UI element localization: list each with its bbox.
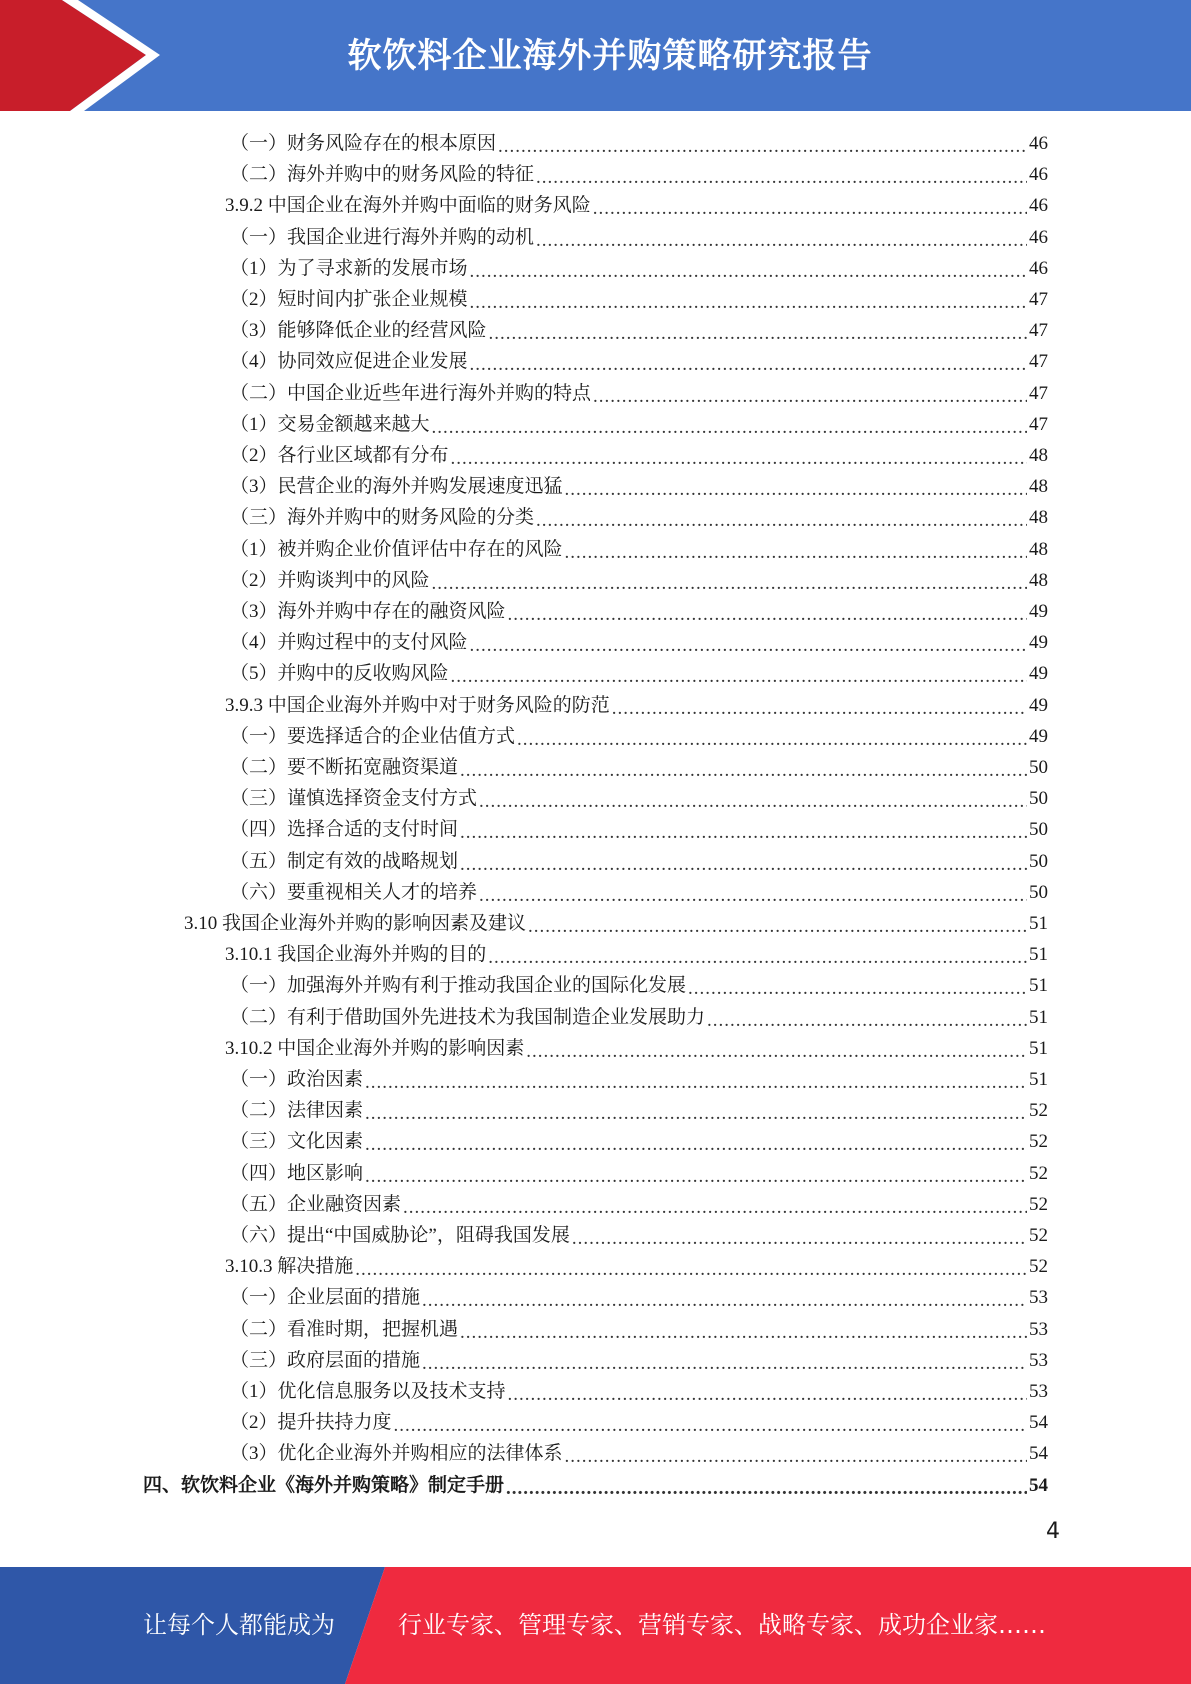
toc-leader-dots	[517, 728, 1027, 752]
toc-entry-title: （4）协同效应促进企业发展	[230, 351, 468, 372]
toc-entry-page: 52	[1029, 1225, 1048, 1246]
toc-entry[interactable]	[230, 1189, 1048, 1220]
toc-entry-page: 48	[1029, 507, 1048, 528]
toc-leader-dots	[572, 1227, 1027, 1251]
toc-leader-dots	[565, 1445, 1027, 1469]
toc-entry[interactable]	[230, 1126, 1048, 1157]
toc-leader-dots	[536, 229, 1027, 253]
toc-entry-page: 47	[1029, 320, 1048, 341]
toc-leader-dots	[508, 1383, 1027, 1407]
toc-entry-title: （三）政府层面的措施	[230, 1350, 421, 1371]
toc-leader-dots	[707, 1009, 1027, 1033]
toc-entry-title: （二）看准时期，把握机遇	[230, 1319, 459, 1340]
toc-entry-title: 3.9.2 中国企业在海外并购中面临的财务风险	[225, 195, 591, 216]
toc-entry[interactable]	[230, 721, 1048, 752]
toc-leader-dots	[536, 509, 1027, 533]
toc-entry[interactable]	[230, 1282, 1048, 1313]
toc-leader-dots	[470, 634, 1027, 658]
toc-entry-page: 46	[1029, 227, 1048, 248]
toc-leader-dots	[479, 790, 1027, 814]
toc-entry[interactable]	[230, 658, 1048, 689]
toc-entry-title: （六）提出“中国威胁论”，阻碍我国发展	[230, 1225, 570, 1246]
toc-entry-page: 50	[1029, 788, 1048, 809]
toc-entry-page: 52	[1029, 1163, 1048, 1184]
toc-entry-title: （一）要选择适合的企业估值方式	[230, 726, 516, 747]
toc-entry-page: 52	[1029, 1256, 1048, 1277]
toc-entry-page: 51	[1029, 1038, 1048, 1059]
toc-leader-dots	[365, 1133, 1027, 1157]
toc-leader-dots	[479, 884, 1027, 908]
toc-entry[interactable]	[230, 814, 1048, 845]
toc-entry-page: 46	[1029, 195, 1048, 216]
toc-entry-title: （三）海外并购中的财务风险的分类	[230, 507, 535, 528]
toc-entry-title: （一）加强海外并购有利于推动我国企业的国际化发展	[230, 975, 687, 996]
toc-entry-title: （2）短时间内扩张企业规模	[230, 289, 468, 310]
toc-entry[interactable]	[184, 908, 1048, 939]
page-number: 4	[1046, 1519, 1060, 1544]
toc-leader-dots	[365, 1102, 1027, 1126]
toc-entry[interactable]	[230, 128, 1048, 159]
toc-entry[interactable]	[143, 1470, 1048, 1501]
toc-leader-dots	[536, 166, 1027, 190]
toc-leader-dots	[422, 1289, 1027, 1313]
toc-entry-page: 46	[1029, 164, 1048, 185]
toc-entry-title: （1）交易金额越来越大	[230, 414, 430, 435]
toc-entry-page: 51	[1029, 913, 1048, 934]
toc-leader-dots	[432, 572, 1027, 596]
footer-slogan: 让每个人都能成为	[143, 1611, 335, 1639]
toc-entry[interactable]	[230, 502, 1048, 533]
toc-entry-page: 51	[1029, 1069, 1048, 1090]
toc-entry-page: 50	[1029, 819, 1048, 840]
toc-entry-page: 54	[1029, 1475, 1048, 1496]
footer-tagline: 行业专家、管理专家、营销专家、战略专家、成功企业家……	[398, 1611, 1046, 1639]
toc-entry[interactable]	[230, 565, 1048, 596]
toc-leader-dots	[488, 946, 1027, 970]
toc-leader-dots	[432, 416, 1027, 440]
toc-leader-dots	[355, 1258, 1027, 1282]
toc-entry-page: 50	[1029, 757, 1048, 778]
toc-leader-dots	[508, 603, 1027, 627]
toc-entry[interactable]	[230, 970, 1048, 1001]
toc-entry-title: （4）并购过程中的支付风险	[230, 632, 468, 653]
toc-entry-title: （五）企业融资因素	[230, 1194, 402, 1215]
toc-entry-title: （3）海外并购中存在的融资风险	[230, 601, 506, 622]
toc-entry-title: （二）中国企业近些年进行海外并购的特点	[230, 383, 592, 404]
toc-entry-title: （一）企业层面的措施	[230, 1287, 421, 1308]
toc-entry-title: 3.10.2 中国企业海外并购的影响因素	[225, 1038, 525, 1059]
toc-entry[interactable]	[230, 346, 1048, 377]
toc-entry-title: （3）优化企业海外并购相应的法律体系	[230, 1443, 563, 1464]
toc-entry-page: 53	[1029, 1381, 1048, 1402]
toc-entry-title: （二）法律因素	[230, 1100, 364, 1121]
toc-entry[interactable]	[230, 378, 1048, 409]
toc-entry-page: 48	[1029, 539, 1048, 560]
toc-entry[interactable]	[230, 159, 1048, 190]
toc-entry-page: 52	[1029, 1131, 1048, 1152]
toc-entry-title: （一）我国企业进行海外并购的动机	[230, 227, 535, 248]
toc-entry-title: （一）财务风险存在的根本原因	[230, 133, 497, 154]
toc-entry-title: 3.10 我国企业海外并购的影响因素及建议	[184, 913, 527, 934]
toc-entry[interactable]	[230, 1438, 1048, 1469]
toc-entry-title: （五）制定有效的战略规划	[230, 851, 459, 872]
toc-entry-page: 46	[1029, 258, 1048, 279]
toc-leader-dots	[565, 478, 1027, 502]
toc-entry-page: 47	[1029, 414, 1048, 435]
toc-leader-dots	[403, 1196, 1027, 1220]
toc-leader-dots	[470, 291, 1027, 315]
toc-entry-title: （2）并购谈判中的风险	[230, 570, 430, 591]
toc-leader-dots	[451, 665, 1027, 689]
toc-entry-title: 3.10.3 解决措施	[225, 1256, 354, 1277]
toc-entry[interactable]	[225, 190, 1048, 221]
toc-leader-dots	[451, 447, 1027, 471]
toc-entry-title: 四、软饮料企业《海外并购策略》制定手册	[143, 1475, 505, 1496]
toc-leader-dots	[460, 1321, 1027, 1345]
toc-entry-page: 51	[1029, 1007, 1048, 1028]
toc-leader-dots	[460, 759, 1027, 783]
toc-leader-dots	[394, 1414, 1027, 1438]
toc-entry[interactable]	[230, 1345, 1048, 1376]
toc-entry-page: 53	[1029, 1350, 1048, 1371]
toc-entry-title: （1）被并购企业价值评估中存在的风险	[230, 539, 563, 560]
toc-entry-title: （二）要不断拓宽融资渠道	[230, 757, 459, 778]
toc-entry-page: 53	[1029, 1287, 1048, 1308]
toc-entry-title: （三）文化因素	[230, 1131, 364, 1152]
toc-leader-dots	[565, 541, 1027, 565]
toc-entry-page: 50	[1029, 882, 1048, 903]
toc-entry[interactable]	[230, 1376, 1048, 1407]
toc-entry-page: 51	[1029, 975, 1048, 996]
toc-entry[interactable]	[230, 1220, 1048, 1251]
toc-entry[interactable]	[225, 690, 1048, 721]
toc-entry-title: （3）民营企业的海外并购发展速度迅猛	[230, 476, 563, 497]
toc-leader-dots	[460, 853, 1027, 877]
header-red-arrow	[0, 0, 146, 111]
toc-entry-title: （二）有利于借助国外先进技术为我国制造企业发展助力	[230, 1007, 706, 1028]
toc-entry-title: （5）并购中的反收购风险	[230, 663, 449, 684]
toc-entry-page: 49	[1029, 695, 1048, 716]
toc-entry-title: （二）海外并购中的财务风险的特征	[230, 164, 535, 185]
toc-entry[interactable]	[230, 471, 1048, 502]
toc-entry-page: 48	[1029, 570, 1048, 591]
toc-entry-title: （1）优化信息服务以及技术支持	[230, 1381, 506, 1402]
toc-entry[interactable]	[230, 222, 1048, 253]
toc-entry[interactable]	[230, 596, 1048, 627]
toc-entry[interactable]	[230, 1002, 1048, 1033]
toc-entry-page: 52	[1029, 1100, 1048, 1121]
toc-leader-dots	[593, 385, 1027, 409]
toc-leader-dots	[470, 260, 1027, 284]
toc-entry-page: 49	[1029, 663, 1048, 684]
toc-entry-page: 49	[1029, 726, 1048, 747]
toc-leader-dots	[593, 197, 1027, 221]
toc-entry[interactable]	[230, 1407, 1048, 1438]
toc-leader-dots	[460, 821, 1027, 845]
toc-entry[interactable]	[230, 284, 1048, 315]
toc-entry-title: 3.10.1 我国企业海外并购的目的	[225, 944, 487, 965]
toc-entry-title: （一）政治因素	[230, 1069, 364, 1090]
toc-leader-dots	[422, 1352, 1027, 1376]
toc-entry-title: （四）地区影响	[230, 1163, 364, 1184]
toc-entry[interactable]	[230, 783, 1048, 814]
toc-entry[interactable]	[230, 877, 1048, 908]
toc-leader-dots	[365, 1165, 1027, 1189]
toc-entry-page: 46	[1029, 133, 1048, 154]
toc-leader-dots	[470, 353, 1027, 377]
toc-entry[interactable]	[225, 1033, 1048, 1064]
toc-entry-page: 54	[1029, 1412, 1048, 1433]
toc-entry[interactable]	[230, 627, 1048, 658]
toc-entry-title: 3.9.3 中国企业海外并购中对于财务风险的防范	[225, 695, 610, 716]
toc-entry-title: （三）谨慎选择资金支付方式	[230, 788, 478, 809]
toc-entry[interactable]	[230, 253, 1048, 284]
toc-entry-page: 47	[1029, 351, 1048, 372]
toc-entry-page: 49	[1029, 632, 1048, 653]
toc-entry-page: 48	[1029, 476, 1048, 497]
toc-entry-title: （四）选择合适的支付时间	[230, 819, 459, 840]
toc-entry-page: 52	[1029, 1194, 1048, 1215]
toc-entry[interactable]	[230, 752, 1048, 783]
toc-entry-title: （2）提升扶持力度	[230, 1412, 392, 1433]
toc-entry-page: 49	[1029, 601, 1048, 622]
toc-entry-page: 47	[1029, 289, 1048, 310]
toc-leader-dots	[489, 322, 1027, 346]
toc-entry[interactable]	[230, 1064, 1048, 1095]
toc-entry-page: 50	[1029, 851, 1048, 872]
toc-leader-dots	[498, 135, 1027, 159]
toc-leader-dots	[365, 1071, 1027, 1095]
toc-entry[interactable]	[225, 939, 1048, 970]
toc-entry[interactable]	[225, 1251, 1048, 1282]
toc-entry[interactable]	[230, 1095, 1048, 1126]
page-footer	[0, 1567, 1191, 1684]
toc-entry[interactable]	[230, 1158, 1048, 1189]
page-header	[0, 0, 1191, 111]
toc-leader-dots	[612, 697, 1027, 721]
toc-leader-dots	[528, 915, 1027, 939]
document-title: 软饮料企业海外并购策略研究报告	[347, 36, 873, 76]
toc-entry-page: 47	[1029, 383, 1048, 404]
toc-entry-page: 54	[1029, 1443, 1048, 1464]
toc-entry-page: 48	[1029, 445, 1048, 466]
toc-entry-title: （六）要重视相关人才的培养	[230, 882, 478, 903]
toc-leader-dots	[526, 1040, 1027, 1064]
toc-entry-page: 53	[1029, 1319, 1048, 1340]
toc-entry-page: 51	[1029, 944, 1048, 965]
toc-entry-title: （2）各行业区域都有分布	[230, 445, 449, 466]
toc-entry[interactable]	[230, 1314, 1048, 1345]
toc-entry[interactable]	[230, 409, 1048, 440]
toc-entry[interactable]	[230, 846, 1048, 877]
toc-entry[interactable]	[230, 534, 1048, 565]
toc-entry-title: （3）能够降低企业的经营风险	[230, 320, 487, 341]
toc-entry[interactable]	[230, 440, 1048, 471]
toc-entry-title: （1）为了寻求新的发展市场	[230, 258, 468, 279]
toc-leader-dots	[688, 977, 1027, 1001]
toc-entry[interactable]	[230, 315, 1048, 346]
toc-leader-dots	[506, 1477, 1027, 1501]
